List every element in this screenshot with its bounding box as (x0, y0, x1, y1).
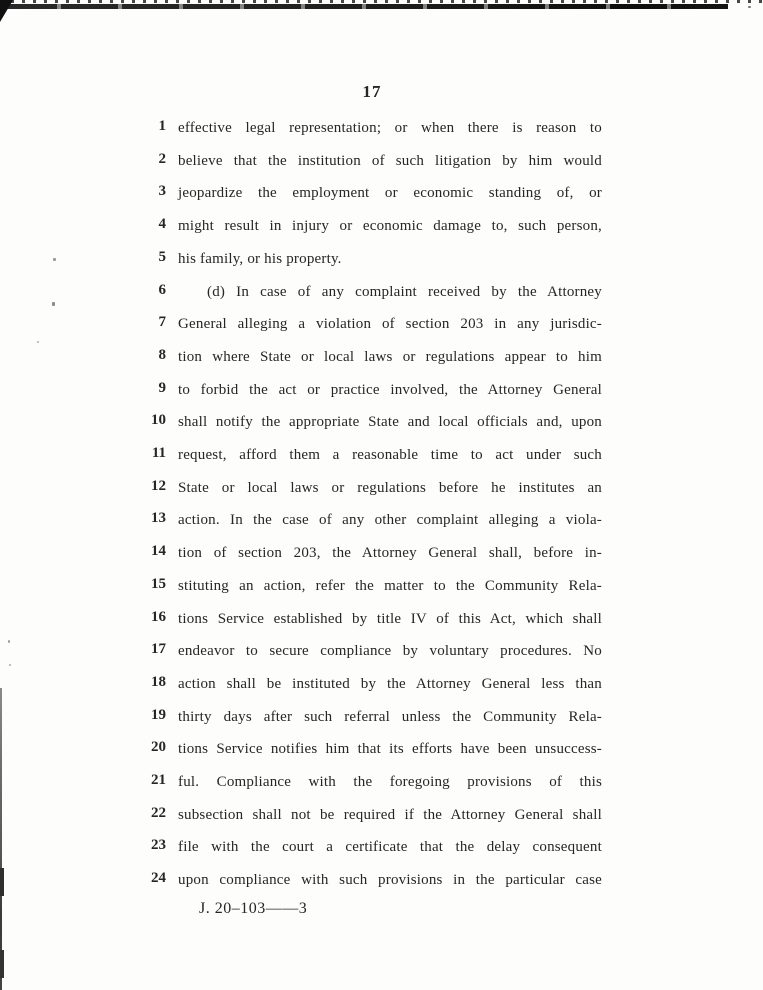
numbered-line (145, 216, 603, 238)
line-text: shall notify the appropriate State and local officials and, upon (178, 414, 602, 431)
numbered-line (145, 118, 603, 140)
line-number: 16 (151, 608, 166, 625)
line-text: tion where State or local laws or regulations appear to him (178, 348, 602, 365)
line-text: upon compliance with such provisions in the particular case (178, 872, 602, 889)
scan-speck (9, 664, 11, 666)
scan-top-band-gaps (0, 4, 728, 9)
line-number: 8 (158, 346, 166, 363)
line-text: believe that the institution of such litigation by him would (178, 152, 602, 169)
scan-speck (37, 341, 39, 343)
numbered-line (145, 837, 603, 859)
line-text: (d) In case of any complaint received by the Attorney (207, 283, 602, 300)
line-text: might result in injury or economic damage to, such person, (178, 218, 602, 235)
numbered-line (145, 151, 603, 173)
line-number: 15 (151, 575, 166, 592)
line-text: jeopardize the employment or economic standing of, or (178, 185, 602, 202)
numbered-line (145, 772, 603, 794)
scan-left-edge-streak (0, 688, 2, 990)
line-number: 1 (158, 118, 166, 134)
line-number: 21 (151, 772, 166, 788)
scan-top-dotted-line (0, 0, 763, 3)
line-number: 20 (151, 739, 166, 756)
scan-speck (52, 302, 55, 306)
numbered-line (145, 445, 603, 467)
numbered-line (145, 478, 603, 500)
line-number: 18 (151, 673, 166, 690)
line-text: tions Service established by title IV of this Act, which shall (178, 610, 602, 627)
line-text: tion of section 203, the Attorney General shall, before in- (178, 545, 602, 562)
numbered-line (145, 674, 603, 696)
line-number: 7 (158, 314, 166, 331)
line-number: 3 (158, 183, 166, 200)
line-text: request, afford them a reasonable time to act under such (178, 447, 602, 463)
scan-speck (8, 640, 10, 643)
line-text: effective legal representation; or when there is reason to (178, 120, 602, 136)
line-text: action shall be instituted by the Attorney General less than (178, 675, 602, 692)
line-number: 9 (158, 379, 166, 396)
footer-print-code: J. 20–103——3 (199, 900, 308, 917)
numbered-line (145, 347, 603, 369)
numbered-line (145, 805, 603, 827)
line-number: 6 (158, 281, 166, 298)
page-number: 17 (362, 82, 382, 101)
line-number: 14 (151, 543, 166, 560)
line-number: 2 (158, 150, 166, 167)
line-text: State or local laws or regulations before he institutes an (178, 479, 602, 496)
scan-left-edge-mark (0, 868, 4, 896)
line-number: 11 (151, 445, 166, 461)
scan-left-edge-mark (0, 950, 4, 978)
scan-speck (53, 258, 56, 261)
numbered-line (145, 609, 603, 631)
line-number: 23 (151, 837, 166, 854)
numbered-line (145, 412, 603, 434)
line-number: 10 (151, 412, 166, 429)
line-text: tions Service notifies him that its efforts have been unsuccess- (178, 741, 602, 758)
numbered-line (145, 282, 603, 304)
numbered-line (145, 380, 603, 402)
line-text: action. In the case of any other complaint alleging a viola- (178, 512, 602, 529)
numbered-line (145, 576, 603, 598)
line-text: stituting an action, refer the matter to the Community Rela- (178, 577, 602, 594)
line-number: 17 (151, 641, 166, 658)
numbered-line (145, 870, 603, 892)
line-text: file with the court a certificate that the delay consequent (178, 839, 602, 856)
scan-speck (748, 6, 751, 8)
line-text: ful. Compliance with the foregoing provisions of this (178, 774, 602, 790)
line-number: 24 (151, 870, 166, 887)
line-text: to forbid the act or practice involved, the Attorney General (178, 381, 602, 398)
scan-corner-mark (0, 0, 13, 22)
line-number: 22 (151, 804, 166, 821)
line-text: thirty days after such referral unless the Community Rela- (178, 708, 602, 725)
numbered-line (145, 314, 603, 336)
numbered-line (145, 510, 603, 532)
numbered-line (145, 641, 603, 663)
line-number: 12 (151, 477, 166, 494)
numbered-line (145, 249, 603, 271)
line-number: 13 (151, 510, 166, 527)
line-number: 5 (158, 248, 166, 265)
line-number: 4 (158, 216, 166, 233)
numbered-line (145, 183, 603, 205)
numbered-line (145, 543, 603, 565)
line-text: subsection shall not be required if the Attorney General shall (178, 806, 602, 823)
line-text: his family, or his property. (178, 250, 342, 267)
line-text: endeavor to secure compliance by voluntary procedures. No (178, 643, 602, 660)
line-text: General alleging a violation of section 203 in any jurisdic- (178, 316, 602, 333)
line-number: 19 (151, 706, 166, 723)
numbered-line (145, 707, 603, 729)
numbered-line (145, 739, 603, 761)
